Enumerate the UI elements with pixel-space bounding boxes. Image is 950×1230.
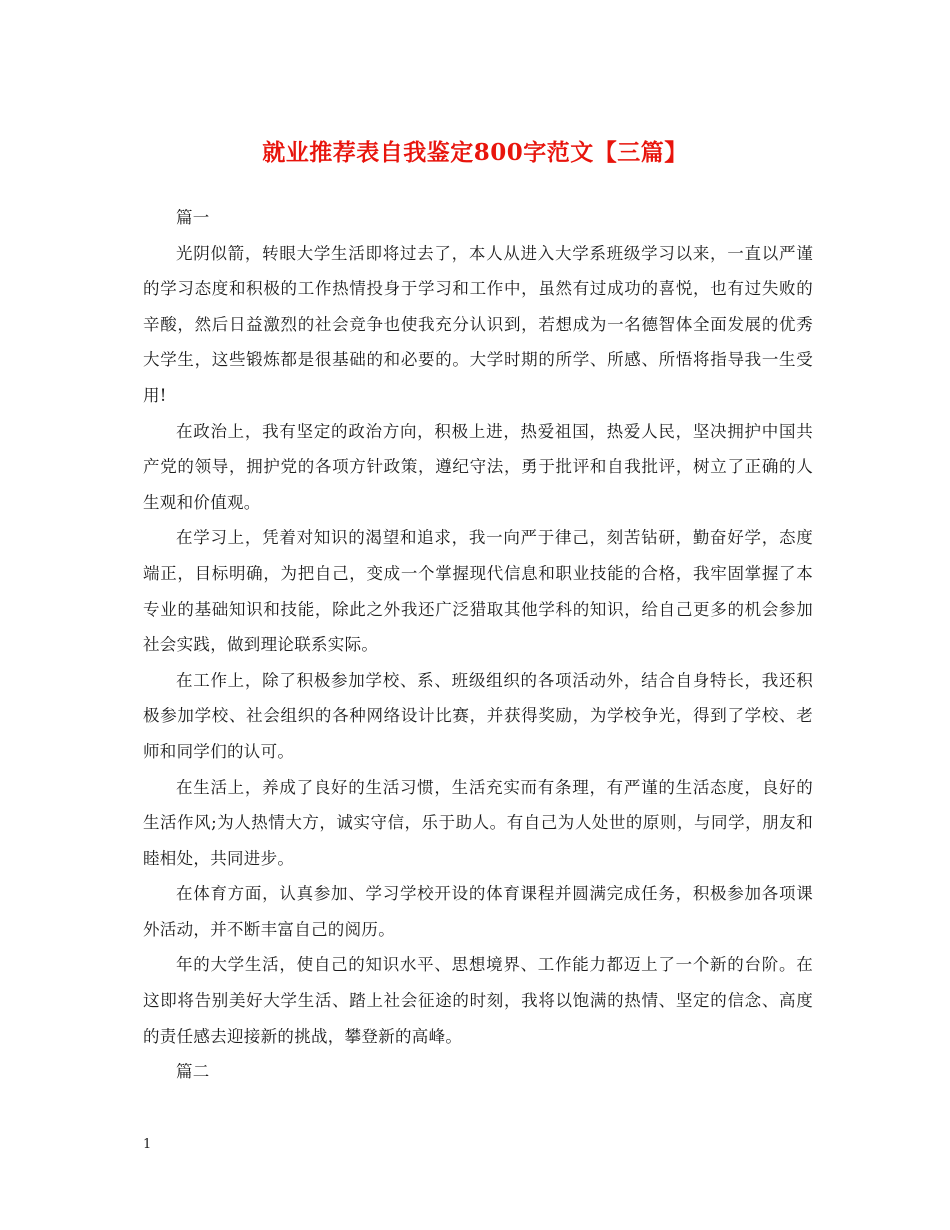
paragraph-study: 在学习上，凭着对知识的渴望和追求，我一向严于律己，刻苦钻研，勤奋好学，态度端正，目标明确，为把自己，变成一个掌握现代信息和职业技能的合格，我牢固掌握了本专业的基础知识和技能，除此之外我还广泛猎取其他学科的知识，给自己更多的机会参加社会实践，做到理论联系实际。 (143, 528, 813, 655)
page-number: 1 (143, 1137, 152, 1152)
document-body (143, 200, 813, 1090)
section-heading-1: 篇一 (176, 208, 210, 227)
paragraph-politics: 在政治上，我有坚定的政治方向，积极上进，热爱祖国，热爱人民，坚决拥护中国共产党的领导，拥护党的各项方针政策，遵纪守法，勇于批评和自我批评，树立了正确的人生观和价值观。 (143, 421, 813, 512)
document-title: 就业推荐表自我鉴定800字范文【三篇】 (262, 139, 688, 166)
paragraph-sports: 在体育方面，认真参加、学习学校开设的体育课程并圆满完成任务，积极参加各项课外活动，并不断丰富自己的阅历。 (143, 884, 813, 939)
paragraph-life: 在生活上，养成了良好的生活习惯，生活充实而有条理，有严谨的生活态度，良好的生活作风;为人热情大方，诚实守信，乐于助人。有自己为人处世的原则，与同学，朋友和睦相处，共同进步。 (143, 777, 813, 868)
section-heading-2: 篇二 (176, 1062, 210, 1082)
paragraph-intro: 光阴似箭，转眼大学生活即将过去了，本人从进入大学系班级学习以来，一直以严谨的学习态度和积极的工作热情投身于学习和工作中，虽然有过成功的喜悦，也有过失败的辛酸，然后日益激烈的社会竞争也使我充分认识到，若想成为一名德智体全面发展的优秀大学生，这些锻炼都是很基础的和必要的。大学时期的所学、所感、所悟将指导我一生受用! (143, 243, 813, 405)
paragraph-work: 在工作上，除了积极参加学校、系、班级组织的各项活动外，结合自身特长，我还积极参加学校、社会组织的各种网络设计比赛，并获得奖励，为学校争光，得到了学校、老师和同学们的认可。 (143, 670, 813, 761)
paragraph-conclusion: 年的大学生活，使自己的知识水平、思想境界、工作能力都迈上了一个新的台阶。在这即将告别美好大学生活、踏上社会征途的时刻，我将以饱满的热情、坚定的信念、高度的责任感去迎接新的挑战，攀登新的高峰。 (143, 955, 813, 1046)
